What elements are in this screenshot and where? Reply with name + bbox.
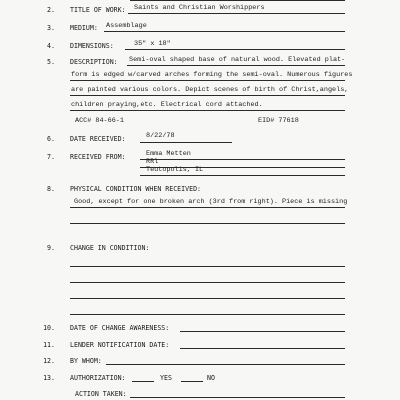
- item-6-label: DATE RECEIVED:: [70, 135, 126, 143]
- item-10-label: DATE OF CHANGE AWARENESS:: [70, 324, 170, 332]
- item-10-number: 10.: [43, 324, 55, 332]
- item-5-number: 5.: [47, 58, 55, 66]
- description-rule-2: [70, 80, 345, 81]
- received-from-line-1: [140, 159, 345, 160]
- medium-value: Assemblage: [106, 22, 147, 30]
- change-line-2: [70, 282, 345, 283]
- item-9-label: CHANGE IN CONDITION:: [70, 244, 150, 252]
- by-whom-line: [106, 364, 345, 365]
- top-line: [130, 0, 345, 1]
- authorization-no-label: NO: [207, 374, 215, 382]
- condition-line-1: [70, 207, 345, 208]
- condition-line-2: [70, 223, 345, 224]
- dimensions-line: [125, 49, 345, 50]
- date-received-line: [140, 142, 232, 143]
- lender-notification-line: [180, 348, 345, 349]
- action-taken-label: ACTION TAKEN:: [75, 390, 127, 398]
- description-line-3: are painted various colors. Depict scenes of birth of Christ,angels,: [71, 86, 349, 94]
- dimensions-value: 35" x 18": [134, 40, 171, 48]
- medium-line: [104, 31, 345, 32]
- received-from-line-3: [140, 175, 345, 176]
- title-of-work-line: [128, 13, 345, 14]
- item-9-number: 9.: [47, 244, 55, 252]
- item-5-label: DESCRIPTION:: [70, 58, 118, 66]
- accession-number: ACC# 84-66-1: [75, 117, 124, 125]
- description-line-2: form is edged w/carved arches forming the semi-oval. Numerous figures: [71, 71, 353, 79]
- item-8-label: PHYSICAL CONDITION WHEN RECEIVED:: [70, 185, 202, 193]
- authorization-no-blank: [181, 381, 203, 382]
- received-from-route: RRl: [146, 158, 159, 166]
- description-line-1: Semi-oval shaped base of natural wood. Elevated plat-: [129, 56, 346, 64]
- action-taken-line: [130, 397, 345, 398]
- change-line-4: [70, 314, 345, 315]
- received-from-city: Teutopolis, IL: [146, 166, 204, 174]
- item-13-number: 13.: [43, 374, 55, 382]
- change-awareness-line: [180, 331, 345, 332]
- item-4-number: 4.: [47, 42, 55, 50]
- item-7-label: RECEIVED FROM:: [70, 153, 126, 161]
- date-received-value: 8/22/78: [146, 132, 175, 140]
- change-line-3: [70, 298, 345, 299]
- item-4-label: DIMENSIONS:: [70, 42, 114, 50]
- description-rule-1: [127, 65, 345, 66]
- eid-number: EID# 77618: [258, 117, 299, 125]
- item-3-number: 3.: [47, 24, 55, 32]
- item-11-number: 11.: [43, 341, 55, 349]
- description-rule-4: [70, 110, 345, 111]
- authorization-yes-blank: [132, 381, 154, 382]
- change-line-1: [70, 266, 345, 267]
- item-2-number: 2.: [47, 6, 55, 14]
- title-of-work-value: Saints and Christian Worshippers: [134, 4, 265, 12]
- physical-condition-value: Good, except for one broken arch (3rd from right). Piece is missing: [74, 198, 348, 206]
- description-line-4: children praying,etc. Electrical cord attached.: [71, 101, 263, 109]
- description-rule-3: [70, 95, 345, 96]
- item-7-number: 7.: [47, 153, 55, 161]
- item-13-label: AUTHORIZATION:: [70, 374, 126, 382]
- item-12-label: BY WHOM:: [70, 357, 102, 365]
- item-6-number: 6.: [47, 135, 55, 143]
- item-11-label: LENDER NOTIFICATION DATE:: [70, 341, 170, 349]
- item-3-label: MEDIUM:: [70, 24, 98, 32]
- item-8-number: 8.: [47, 185, 55, 193]
- received-from-name: Emma Metten: [146, 150, 191, 158]
- authorization-yes-label: YES: [160, 374, 172, 382]
- item-2-label: TITLE OF WORK:: [70, 6, 126, 14]
- item-12-number: 12.: [43, 357, 55, 365]
